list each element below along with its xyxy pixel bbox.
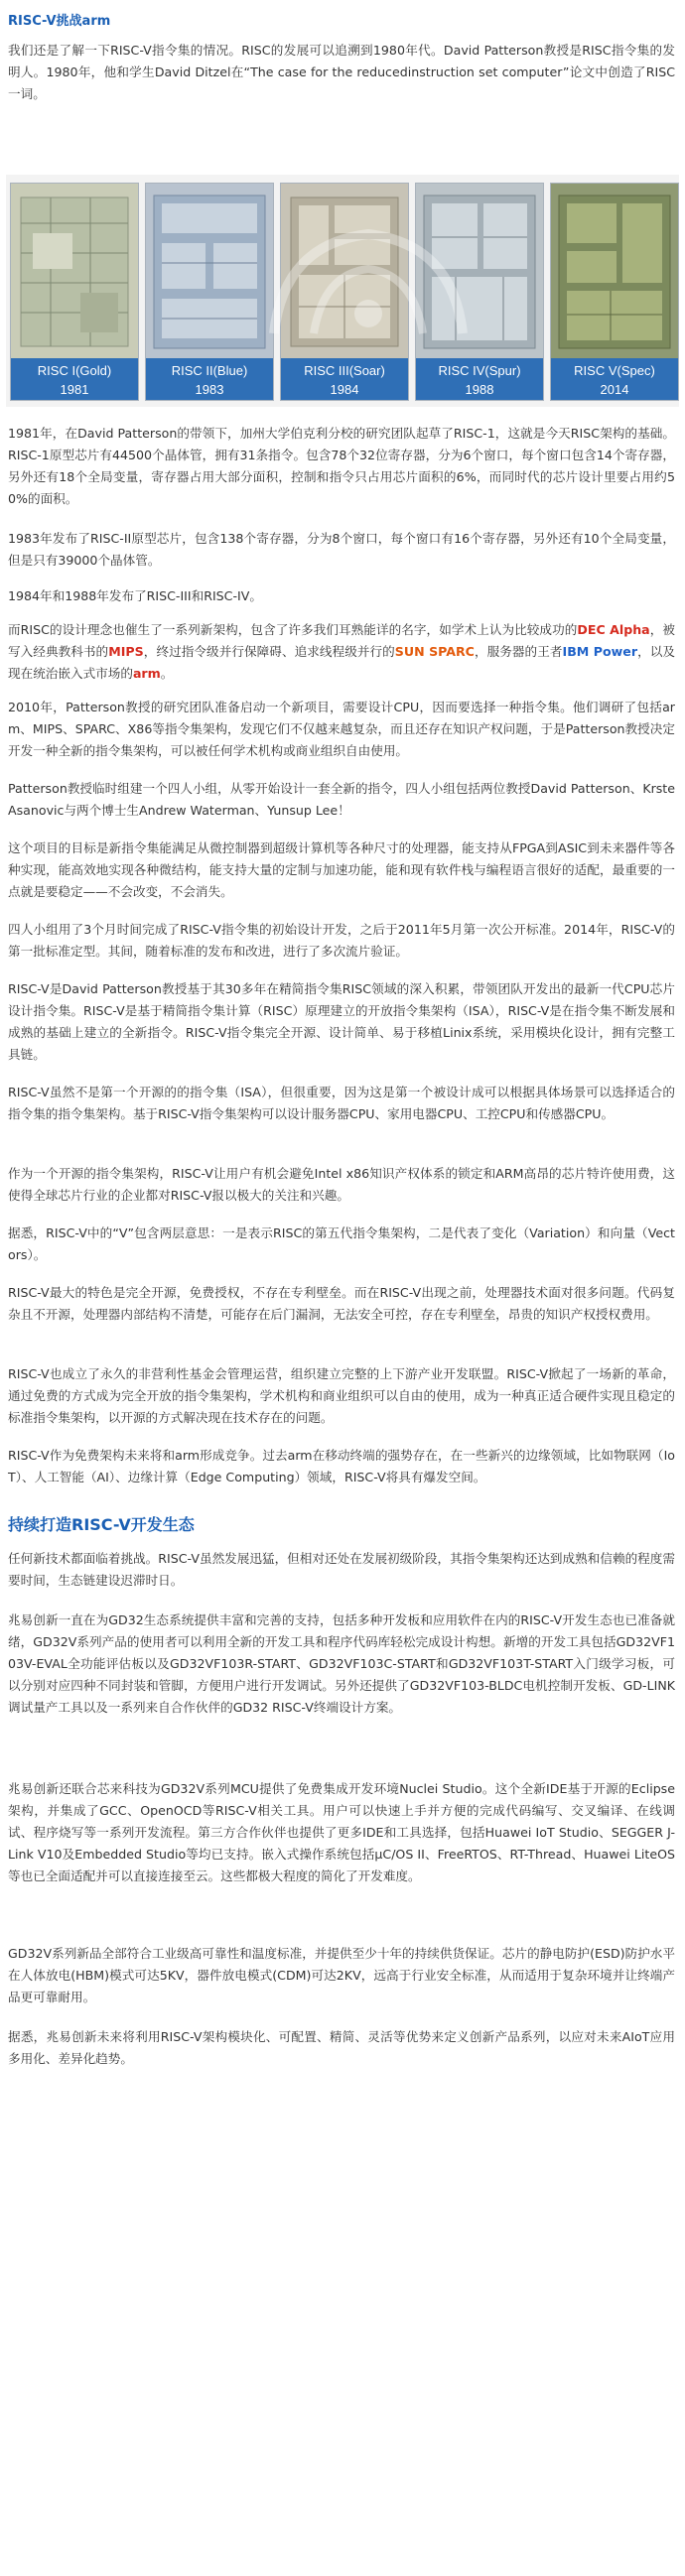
chip-name: RISC V(Spec) [574, 363, 655, 378]
highlight-arm: arm [132, 666, 161, 681]
paragraph-team: Patterson教授临时组建一个四人小组，从零开始设计一套全新的指令，四人小组包括两位教授David Patterson、Krste Asanovic与两个博士生Andrew Waterman、Yunsup Lee！ [8, 781, 675, 818]
chip-name: RISC III(Soar) [304, 363, 385, 378]
paragraph-risc-3-4: 1984年和1988年发布了RISC-III和RISC-IV。 [8, 588, 262, 603]
highlight-ibm-power: IBM Power [562, 644, 638, 659]
text-segment: ，被写入经典教科书的 [8, 622, 675, 659]
paragraph-challenges: 任何新技术都面临着挑战。RISC-V虽然发展迅猛，但相对还处在发展初级阶段，其指令集架构还达到成熟和信赖的程度需要时间，生态链建设迟滞时日。 [8, 1551, 675, 1588]
text-segment: ，终过指令级并行保障碍、追求线程级并行的 [143, 644, 395, 659]
chip-year: 1983 [195, 382, 224, 397]
chip-year: 1981 [60, 382, 89, 397]
paragraph-meaning-of-v: 据悉，RISC-V中的“V”包含两层意思：一是表示RISC的第五代指令集架构，二是代表了变化（Variation）和向量（Vectors）。 [8, 1225, 675, 1262]
paragraph-risc-v-definition: RISC-V是David Patterson教授基于其30多年在精简指令集RISC领域的深入积累，带领团队开发出的最新一代CPU芯片设计指令集。RISC-V是基于精简指令集计算（RISC）原理建立的开放指令集架构（ISA），RISC-V是在指令集不断发展和成熟的基础上建立的全新指令。RISC-V指令集完全开源、设计简单、易于移植Linix系统，采用模块化设计，拥有完整工具链。 [8, 981, 675, 1062]
highlight-mips: MIPS [108, 644, 144, 659]
chip-year: 1988 [465, 382, 494, 397]
paragraph-foundation: RISC-V也成立了永久的非营利性基金会管理运营，组织建立完整的上下游产业开发联盟。RISC-V掀起了一场新的革命，通过免费的方式成为完全开放的指令集架构，学术机构和商业组织可以自由的使用，成为一种真正适合硬件实现且稳定的标准指令集架构，以开源的方式解决现在技术存在的问题。 [8, 1366, 675, 1425]
watermark-logo [254, 214, 482, 353]
chip-caption [551, 358, 678, 400]
paragraph-risc-1: 1981年，在David Patterson的带领下，加州大学伯克利分校的研究团队起草了RISC-1，这就是今天RISC架构的基础。RISC-1原型芯片有44500个晶体管，拥有31条指令。包含78个32位寄存器，分为6个窗口，每个窗口包含14个寄存器，另外还有18个全局变量，寄存器占用大部分面积，控制和指令只占用芯片面积的6%，而同时代的芯片设计里要占用约50%的面积。 [8, 426, 675, 506]
chip-card-risc-5 [550, 183, 679, 401]
chip-year: 2014 [600, 382, 629, 397]
paragraph-open-source: RISC-V最大的特色是完全开源，免费授权，不存在专利壁垒。而在RISC-V出现之前，处理器技术面对很多问题。代码复杂且不开源，处理器内部结构不清楚，可能存在后门漏洞，无法安全可控，存在专利壁垒，昂贵的知识产权授权费用。 [8, 1285, 675, 1322]
paragraph-competition-arm: RISC-V作为免费架构未来将和arm形成竞争。过去arm在移动终端的强势存在，在一些新兴的边缘领域，比如物联网（IoT）、人工智能（AI）、边缘计算（Edge Computing）领域，RISC-V将具有爆发空间。 [8, 1448, 675, 1484]
paragraph-2010-project: 2010年，Patterson教授的研究团队准备启动一个新项目，需要设计CPU，因而要选择一种指令集。他们调研了包括arm、MIPS、SPARC、X86等指令集架构，发现它们不仅越来越复杂，而且还存在知识产权问题，于是Patterson教授决定开发一种全新的指令集架构，可以被任何学术机构或商业组织自由使用。 [8, 700, 675, 758]
chip-year: 1984 [330, 382, 359, 397]
text-segment: ，以及现在统治嵌入式市场的 [8, 644, 675, 681]
paragraph-risc-2: 1983年发布了RISC-II原型芯片，包含138个寄存器，分为8个窗口，每个窗口有16个寄存器，另外还有10个全局变量，但是只有39000个晶体管。 [8, 531, 675, 568]
paragraph-initial-design: 四人小组用了3个月时间完成了RISC-V指令集的初始设计开发，之后于2011年5月第一次公开标准。2014年，RISC-V的第一批标准定型。其间，随着标准的发布和改进，进行了多次流片验证。 [8, 922, 675, 959]
paragraph-nuclei-studio: 兆易创新还联合芯来科技为GD32V系列MCU提供了免费集成开发环境Nuclei Studio。这个全新IDE基于开源的Eclipse架构，并集成了GCC、OpenOCD等RISC-V相关工具。用户可以快速上手并方便的完成代码编写、交叉编译、在线调试、程序烧写等一系列开发流程。第三方合作伙伴也提供了更多IDE和工具选择，包括Huawei IoT Studio、SEGGER J-Link V10及Embedded Studio等均已支持。嵌入式操作系统包括μC/OS II、FreeRTOS、RT-Thread、Huawei LiteOS等也已全面适配并可以直接连接至云。这些都极大程度的简化了开发难度。 [8, 1781, 675, 1883]
paragraph-avoid-licensing: 作为一个开源的指令集架构，RISC-V让用户有机会避免Intel x86知识产权体系的锁定和ARM高昂的芯片特许使用费，这使得全球芯片行业的企业都对RISC-V报以极大的关注和兴趣。 [8, 1166, 675, 1203]
text-segment: ，服务器的王者 [474, 644, 563, 659]
risc-chip-evolution-image [6, 175, 679, 407]
chip-caption [281, 358, 408, 400]
paragraph-goals: 这个项目的目标是新指令集能满足从微控制器到超级计算机等各种尺寸的处理器，能支持从FPGA到ASIC到未来器件等各种实现，能高效地实现各种微结构，能支持大量的定制与加速功能，能和现有软件栈与编程语言很好的适配，最重要的一点就是要稳定——不会改变，不会消失。 [8, 840, 675, 899]
paragraph-risc-architectures [8, 619, 675, 685]
paragraph-future: 据悉，兆易创新未来将利用RISC-V架构模块化、可配置、精简、灵活等优势来定义创新产品系列，以应对未来AIoT应用多用化、差异化趋势。 [8, 2029, 675, 2066]
paragraph-gd32-ecosystem: 兆易创新一直在为GD32生态系统提供丰富和完善的支持，包括多种开发板和应用软件在内的RISC-V开发生态也已准备就绪，GD32V系列产品的使用者可以利用全新的开发工具和程序代码库轻松完成设计构想。新增的开发工具包括GD32VF103V-EVAL全功能评估板以及GD32VF103R-START、GD32VF103C-START和GD32VF103T-START入门级学习板，可以分别对应四种不同封装和管脚，方便用户进行开发调试。另外还提供了GD32VF103-BLDC电机控制开发板、GD-LINK调试量产工具以及一系列来自合作伙伴的GD32 RISC-V终端设计方案。 [8, 1612, 675, 1715]
chip-die-photo [551, 184, 678, 362]
chip-card-risc-1 [10, 183, 139, 401]
chip-caption [146, 358, 273, 400]
paragraph-open-isa: RISC-V虽然不是第一个开源的的指令集（ISA），但很重要，因为这是第一个被设计成可以根据具体场景可以选择适合的指令集的指令集架构。基于RISC-V指令集架构可以设计服务器CPU、家用电器CPU、工控CPU和传感器CPU。 [8, 1085, 675, 1121]
highlight-sun-sparc: SUN SPARC [394, 644, 475, 659]
chip-caption [416, 358, 543, 400]
section-title-risc-v-vs-arm: RISC-V挑战arm [8, 14, 111, 29]
chip-caption [11, 358, 138, 400]
text-segment: 而RISC的设计理念也催生了一系列新架构，包含了许多我们耳熟能详的名字，如学术上认为比较成功的 [8, 622, 578, 637]
paragraph-reliability: GD32V系列新品全部符合工业级高可靠性和温度标准，并提供至少十年的持续供货保证。芯片的静电防护(ESD)防护水平在人体放电(HBM)模式可达5KV，器件放电模式(CDM)可达2KV，远高于行业安全标准，从而适用于复杂环境并让终端产品更可靠耐用。 [8, 1946, 675, 2004]
chip-name: RISC IV(Spur) [438, 363, 521, 378]
paragraph-intro: 我们还是了解一下RISC-V指令集的情况。RISC的发展可以追溯到1980年代。David Patterson教授是RISC指令集的发明人。1980年，他和学生David Ditzel在“The case for the reducedinstruction set computer”论文中创造了RISC一词。 [8, 43, 675, 101]
chip-name: RISC II(Blue) [171, 363, 248, 378]
chip-die-photo [11, 184, 138, 362]
section-title-ecosystem: 持续打造RISC-V开发生态 [8, 1515, 195, 1534]
text-segment: 。 [160, 666, 174, 681]
chip-name: RISC I(Gold) [37, 363, 112, 378]
highlight-dec-alpha: DEC Alpha [577, 622, 650, 637]
